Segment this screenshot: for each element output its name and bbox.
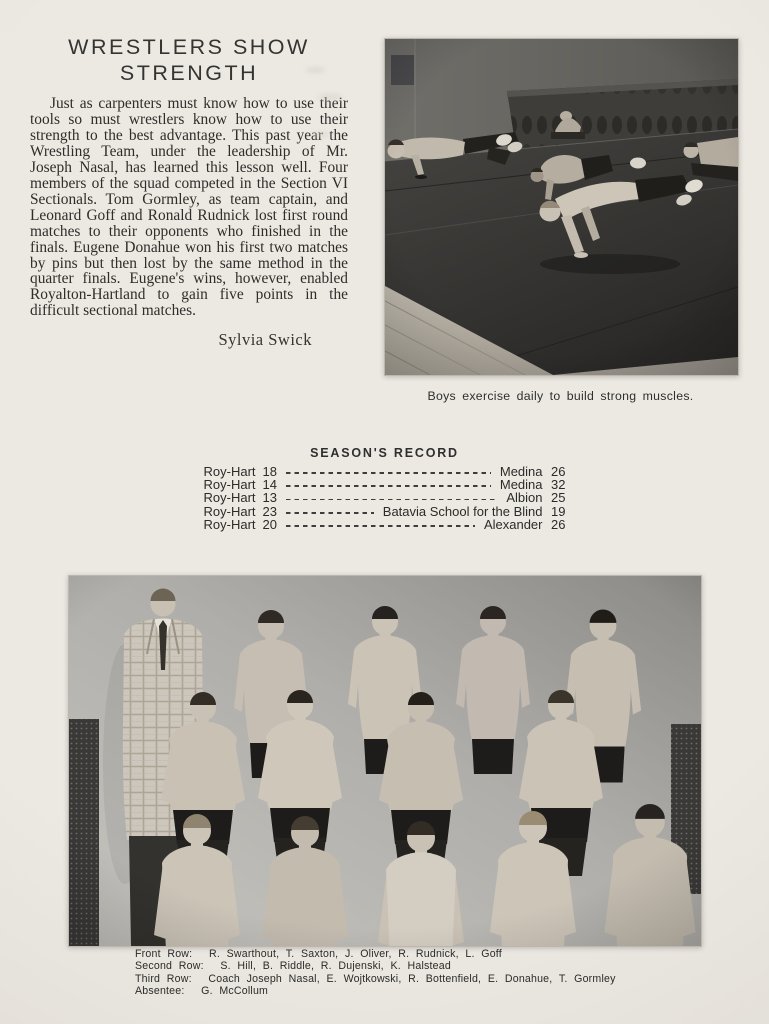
home-team-score: 13: [262, 490, 277, 506]
article-byline: Sylvia Swick: [218, 330, 312, 350]
home-team-name: Roy-Hart: [203, 477, 256, 493]
caption-row: [135, 973, 695, 985]
score-leader-dashes: [286, 472, 491, 474]
opponent-score: 26: [551, 516, 566, 532]
home-team-score: 20: [262, 516, 277, 532]
home-team-name: Roy-Hart: [203, 516, 256, 532]
home-team-name: Roy-Hart: [203, 464, 256, 479]
home-team-name: Roy-Hart: [203, 490, 256, 506]
opponent-name: Medina: [499, 477, 543, 493]
caption-label: Front Row:: [135, 948, 193, 960]
team-photo: [68, 575, 702, 947]
score-leader-dashes: [286, 485, 491, 487]
home-team-score: 14: [262, 477, 277, 493]
season-record-heading: SEASON'S RECORD: [310, 446, 459, 460]
caption-label: Third Row:: [135, 972, 192, 985]
exercise-photo-illustration: [385, 39, 738, 375]
score-leader-dashes: [286, 525, 475, 527]
opponent-score: 26: [551, 464, 566, 479]
home-team-name: Roy-Hart: [203, 503, 256, 519]
exercise-photo: [384, 38, 739, 376]
caption-row: [135, 960, 695, 972]
article-title-line2: STRENGTH: [119, 61, 259, 86]
season-record-table: [204, 465, 566, 531]
team-photo-illustration: [69, 576, 701, 946]
article-title-line1: WRESTLERS SHOW: [68, 35, 310, 59]
caption-names: R. Swarthout, T. Saxton, J. Oliver, R. Rudnick, L. Goff: [208, 948, 502, 960]
caption-row: [135, 948, 695, 960]
caption-names: S. Hill, B. Riddle, R. Dujenski, K. Halstead: [220, 960, 451, 973]
print-bleedthrough-artifact: [298, 52, 356, 202]
score-leader-dashes: [286, 512, 374, 514]
opponent-name: Alexander: [483, 516, 543, 532]
caption-label: Second Row:: [135, 960, 204, 973]
caption-names: G. McCollum: [201, 984, 269, 997]
caption-row: [135, 985, 695, 997]
home-team-score: 23: [262, 503, 277, 519]
opponent-score: 32: [551, 477, 566, 493]
opponent-name: Medina: [499, 464, 543, 479]
opponent-name: Albion: [506, 490, 543, 506]
caption-names: Coach Joseph Nasal, E. Wojtkowski, R. Bottenfield, E. Donahue, T. Gormley: [208, 972, 616, 985]
home-team-score: 18: [262, 464, 277, 479]
opponent-name: Batavia School for the Blind: [382, 503, 543, 519]
score-leader-dashes: [286, 499, 497, 501]
team-photo-captions: [135, 948, 695, 997]
season-record-row: [204, 505, 566, 518]
exercise-photo-caption: Boys exercise daily to build strong muscles.: [427, 389, 694, 403]
caption-label: Absentee:: [135, 984, 185, 997]
season-record-section: [0, 446, 769, 531]
opponent-score: 19: [551, 503, 566, 519]
season-record-row: [204, 491, 566, 504]
opponent-score: 25: [551, 490, 566, 506]
article-body: Just as carpenters must know how to use their tools so must wrestlers know how to use their strength to the best advantage. This past year the Wrestling Team, under the leadership of Mr. Joseph Nasal, has learned this lesson well. Four members of the squad competed in the Section VI Sectionals. Tom Gormley, as team captain, and Leonard Goff and Ronald Rudnick lost first round matches to their opponents who finished in the finals. Eugene Donahue won his first two matches by pins but then lost by the same method in the quarter finals. Eugene's wins, however, enabled Royalton-Hartland to gain five points in the difficult sectional matches.: [30, 95, 348, 320]
season-record-row: [204, 518, 566, 531]
